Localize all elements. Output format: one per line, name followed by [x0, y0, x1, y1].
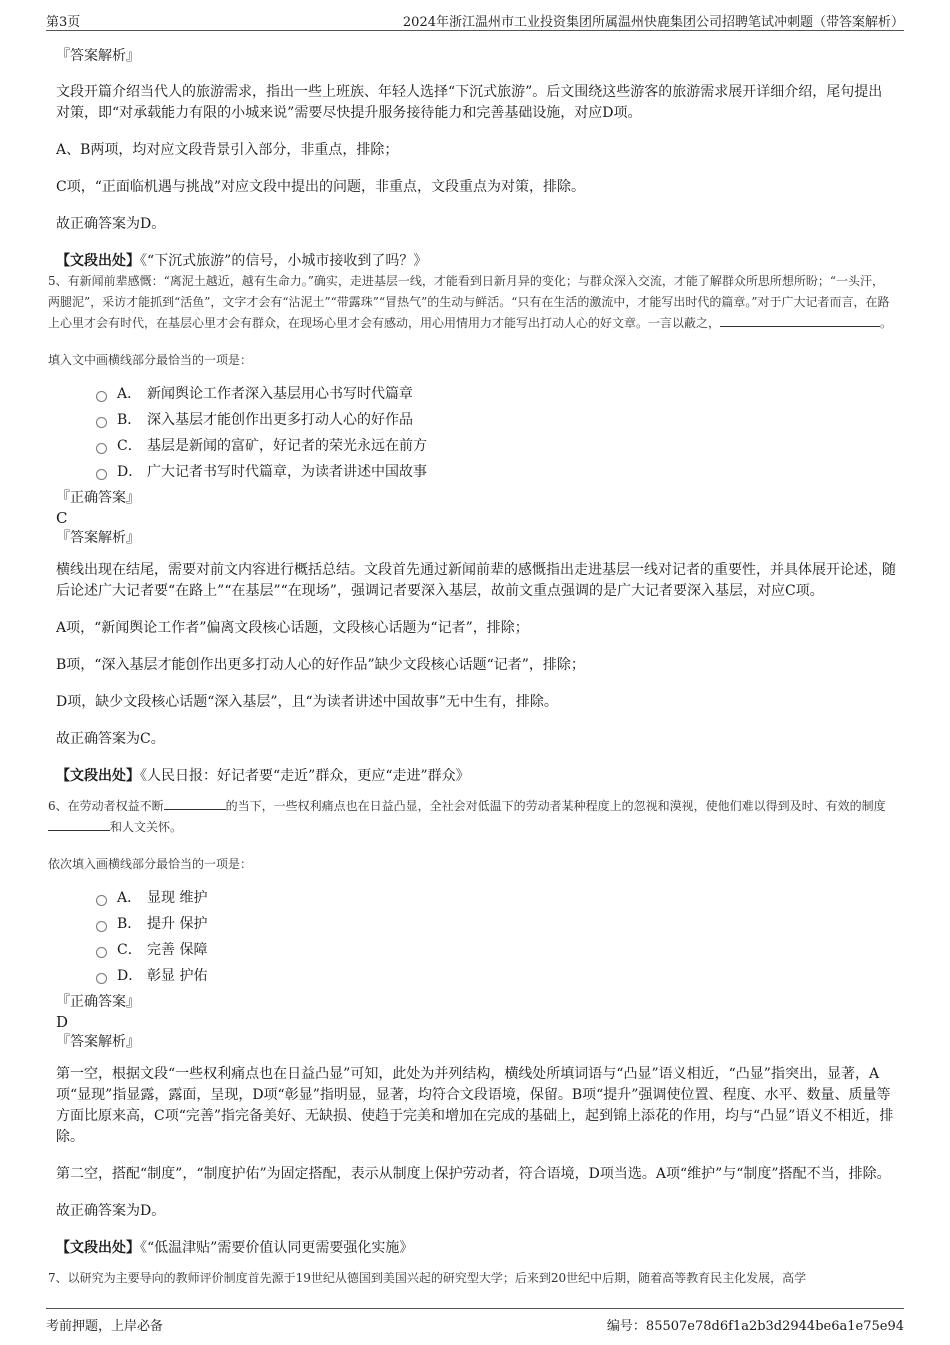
document-id: 编号：85507e78d6f1a2b3d2944be6a1e75e94: [606, 1319, 904, 1334]
analysis-paragraph: C项，“正面临机遇与挑战”对应文段中提出的问题，非重点，文段重点为对策，排除。: [56, 179, 586, 195]
source-citation: [56, 766, 896, 786]
radio-icon[interactable]: [96, 391, 107, 402]
fill-blank: [164, 797, 226, 810]
radio-icon[interactable]: [96, 469, 107, 480]
option-d[interactable]: D． 广大记者书写时代篇章，为读者讲述中国故事: [96, 458, 896, 484]
analysis-conclusion: 故正确答案为D。: [56, 1203, 166, 1219]
analysis-paragraph: 横线出现在结尾，需要对前文内容进行概括总结。文段首先通过新闻前辈的感慨指出走进基层一线对记者的重要性，并具体展开论述，随后论述广大记者要“在路上”“在基层”“在现场”，强调记者要深入基层，故前文重点强调的是广大记者要深入基层，对应C项。: [56, 562, 896, 599]
fill-blank: [720, 314, 880, 327]
options-list: [96, 884, 896, 988]
analysis-label: 『答案解析』: [56, 530, 140, 546]
source-label: 【文段出处】: [56, 768, 140, 784]
analysis-label: 『答案解析』: [56, 1034, 140, 1050]
source-text: 《“低温津贴”需要价值认同更需要强化实施》: [140, 1240, 414, 1256]
footer-slogan: 考前押题，上岸必备: [46, 1319, 164, 1334]
question-prompt: 填入文中画横线部分最恰当的一项是：: [48, 353, 253, 367]
question-stem: 6、在劳动者权益不断 的当下，一些权利痛点也在日益凸显，全社会对低温下的劳动者某种程度上的忽视和漠视，使他们难以得到及时、有效的制度和人文关怀。: [48, 799, 886, 834]
page-number: 第3页: [46, 15, 81, 30]
option-b[interactable]: B． 深入基层才能创作出更多打动人心的好作品: [96, 406, 896, 432]
analysis-conclusion: 故正确答案为C。: [56, 731, 165, 747]
option-d[interactable]: D． 彰显 护佑: [96, 962, 896, 988]
option-c[interactable]: C． 基层是新闻的富矿，好记者的荣光永远在前方: [96, 432, 896, 458]
option-c[interactable]: C． 完善 保障: [96, 936, 896, 962]
option-b[interactable]: B． 提升 保护: [96, 910, 896, 936]
analysis-paragraph: B项，“深入基层才能创作出更多打动人心的好作品”缺少文段核心话题“记者”，排除；: [56, 657, 585, 673]
radio-icon[interactable]: [96, 947, 107, 958]
analysis-paragraph: D项，缺少文段核心话题“深入基层”，且“为读者讲述中国故事”无中生有，排除。: [56, 694, 558, 710]
radio-icon[interactable]: [96, 973, 107, 984]
option-a[interactable]: A． 新闻舆论工作者深入基层用心书写时代篇章: [96, 380, 896, 406]
page-header: [46, 8, 904, 31]
correct-answer-label: 『正确答案』: [56, 490, 140, 506]
analysis-paragraph: 文段开篇介绍当代人的旅游需求，指出一些上班族、年轻人选择“下沉式旅游”。后文围绕这些游客的旅游需求展开详细介绍，尾句提出对策，即“对承载能力有限的小城来说”需要尽快提升服务接待能力和完善基础设施，对应D项。: [56, 84, 883, 121]
option-a[interactable]: A． 显现 维护: [96, 884, 896, 910]
correct-answer-label: 『正确答案』: [56, 994, 140, 1010]
source-label: 【文段出处】: [56, 253, 140, 269]
page-footer: [46, 1308, 904, 1333]
analysis-conclusion: 故正确答案为D。: [56, 216, 166, 232]
fill-blank: [48, 818, 110, 831]
question-stem: 7、以研究为主要导向的教师评价制度首先源于19世纪从德国到美国兴起的研究型大学；后来到20世纪中后期，随着高等教育民主化发展，高学: [48, 1271, 807, 1285]
source-text: 《人民日报：好记者要“走近”群众，更应“走进”群众》: [140, 768, 470, 784]
radio-icon[interactable]: [96, 443, 107, 454]
source-citation: [56, 251, 896, 271]
question-prompt: 依次填入画横线部分最恰当的一项是：: [48, 857, 253, 871]
radio-icon[interactable]: [96, 895, 107, 906]
analysis-label: 『答案解析』: [56, 48, 140, 64]
correct-answer: C: [56, 509, 68, 527]
options-list: [96, 380, 896, 484]
page-content: [48, 46, 896, 1289]
source-citation: [56, 1238, 896, 1258]
radio-icon[interactable]: [96, 417, 107, 428]
analysis-paragraph: 第二空，搭配“制度”，“制度护佑”为固定搭配，表示从制度上保护劳动者，符合语境，D项当选。A项“维护”与“制度”搭配不当，排除。: [56, 1166, 891, 1182]
analysis-paragraph: A、B两项，均对应文段背景引入部分，非重点，排除；: [56, 142, 399, 158]
document-title: 2024年浙江温州市工业投资集团所属温州快鹿集团公司招聘笔试冲刺题（带答案解析）: [402, 15, 904, 30]
radio-icon[interactable]: [96, 921, 107, 932]
analysis-paragraph: A项，“新闻舆论工作者”偏离文段核心话题，文段核心话题为“记者”，排除；: [56, 620, 529, 636]
correct-answer: D: [56, 1013, 69, 1031]
source-text: 《“下沉式旅游”的信号，小城市接收到了吗？》: [140, 253, 428, 269]
source-label: 【文段出处】: [56, 1240, 140, 1256]
question-stem: 5、有新闻前辈感慨：“离泥土越近，越有生命力。”确实，走进基层一线，才能看到日新月异的变化；与群众深入交流，才能了解群众所思所想所盼；“一头汗，两腿泥”，采访才能抓到“活鱼”，文字才会有“沾泥土”“带露珠”“冒热气”的生动与鲜活。“只有在生活的激流中，才能写出时代的篇章。”对于广大记者而言，在路上心里才会有时代，在基层心里才会有群众，在现场心里才会有感动，用心用情用力才能写出打动人心的好文章。一言以蔽之， 。: [48, 274, 893, 330]
analysis-paragraph: 第一空，根据文段“一些权利痛点也在日益凸显”可知，此处为并列结构，横线处所填词语与“凸显”语义相近，“凸显”指突出，显著，A项“显现”指显露，露面，呈现，D项“彰显”指明显，显著，均符合文段语境，保留。B项“提升”强调使位置、程度、水平、数量、质量等方面比原来高，C项“完善”指完备美好、无缺损、使趋于完美和增加在完成的基础上，起到锦上添花的作用，均与“凸显”语义不相近，排除。: [56, 1066, 894, 1145]
